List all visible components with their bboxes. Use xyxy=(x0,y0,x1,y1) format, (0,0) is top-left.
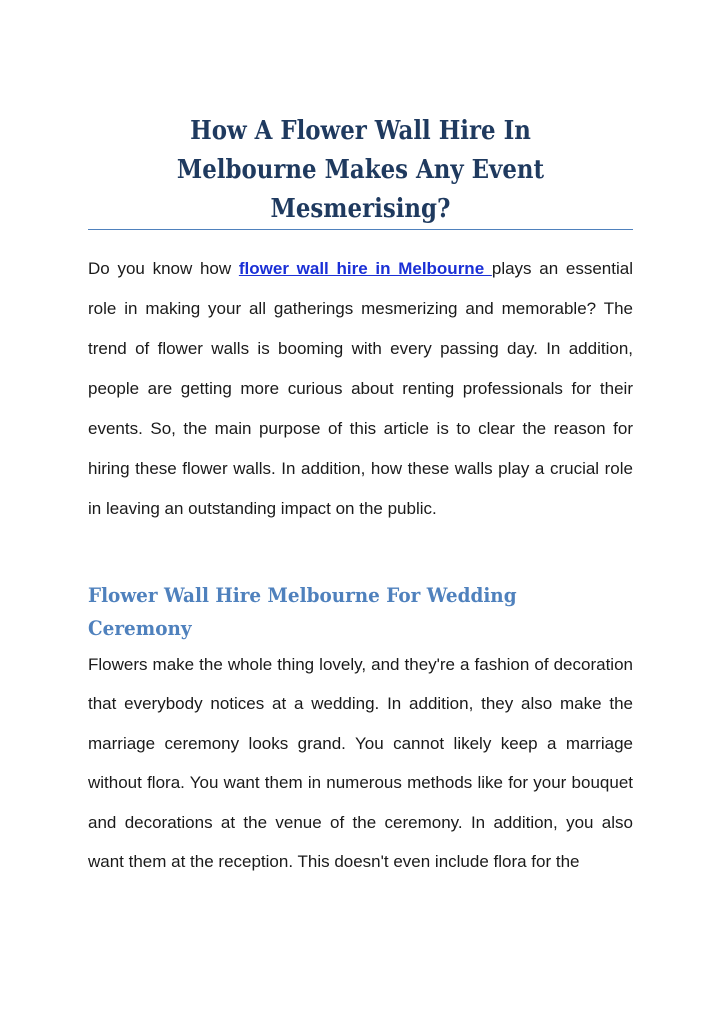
section-heading: Flower Wall Hire Melbourne For Wedding Ceremony xyxy=(88,583,517,640)
intro-text-rest: plays an essential role in making your all gatherings mesmerizing and memorable? The trend of flower walls is booming with every passing day. In addition, people are getting more curious about renting professionals for their events. So, the main purpose of this article is to clear the reason for hiring these flower walls. In addition, how these walls play a crucial role in leaving an outstanding impact on the public. xyxy=(88,259,633,518)
section-paragraph: Flowers make the whole thing lovely, and they're a fashion of decoration that everybody notices at a wedding. In addition, they also make the marriage ceremony looks grand. You cannot likely keep a marriage without flora. You want them in numerous methods like for your bouquet and decorations at the venue of the ceremony. In addition, you also want them at the reception. This doesn't even include flora for the xyxy=(88,655,633,872)
title-divider xyxy=(88,229,633,230)
intro-paragraph xyxy=(88,249,633,529)
flower-wall-hire-link[interactable]: flower wall hire in Melbourne xyxy=(238,259,492,278)
intro-text-start: Do you know how xyxy=(88,259,239,278)
page-title: How A Flower Wall Hire In Melbourne Makes Any Event Mesmerising? xyxy=(176,116,545,224)
